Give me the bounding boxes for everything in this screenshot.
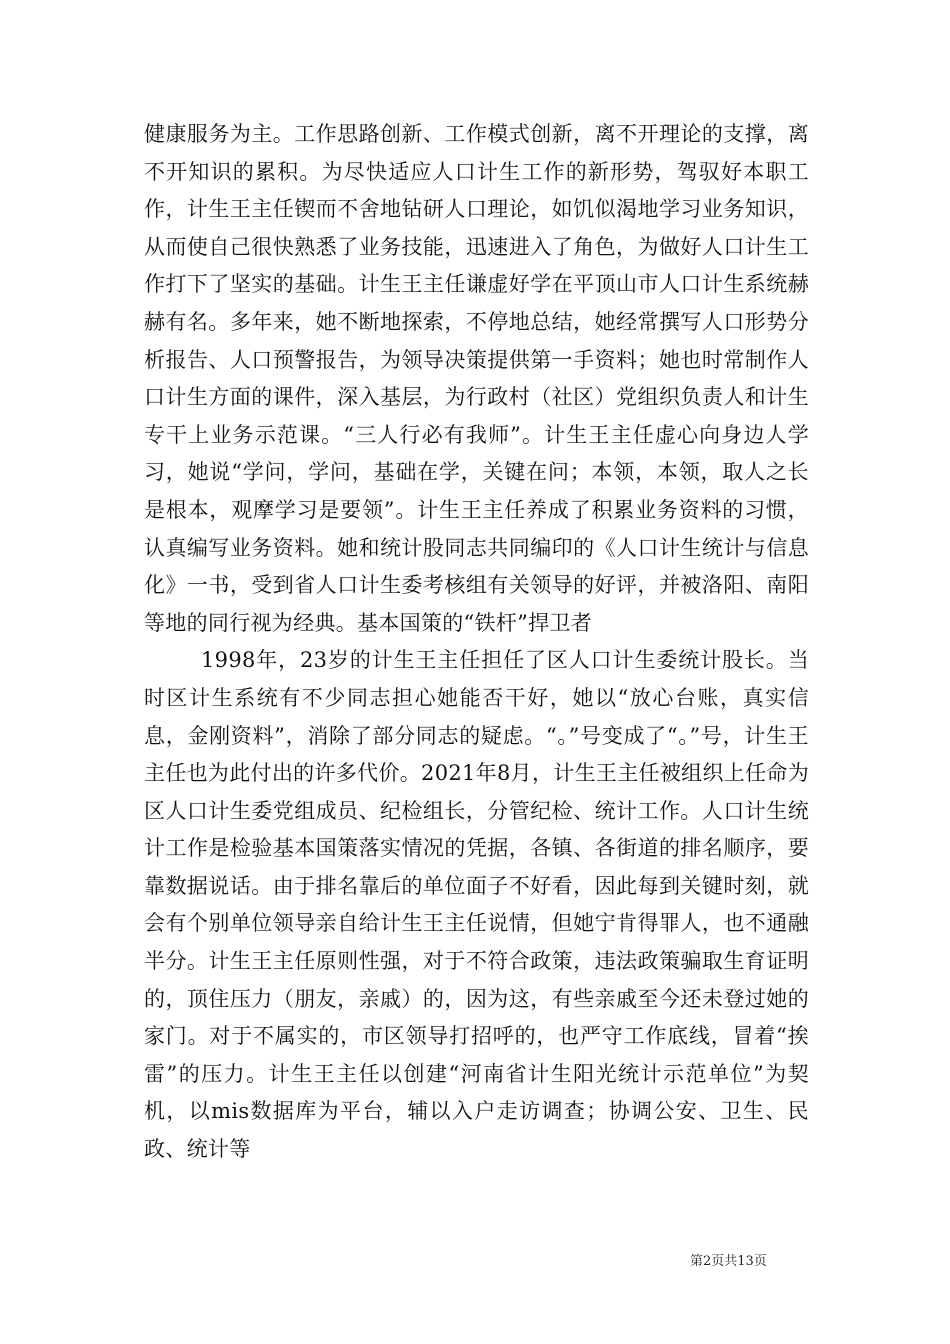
paragraph-1: 健康服务为主。工作思路创新、工作模式创新，离不开理论的支撑，离不开知识的累积。为尽快适应人口计生工作的新形势，驾驭好本职工作，计生王主任锲而不舍地钻研人口理论，如饥似渴地学习业务知识，从而使自己很快熟悉了业务技能，迅速进入了角色，为做好人口计生工作打下了坚实的基础。计生王主任谦虚好学在平顶山市人口计生系统赫赫有名。多年来，她不断地探索，不停地总结，她经常撰写人口形势分析报告、人口预警报告，为领导决策提供第一手资料；她也时常制作人口计生方面的课件，深入基层，为行政村（社区）党组织负责人和计生专干上业务示范课。“三人行必有我师”。计生王主任虚心向身边人学习，她说“学问，学问，基础在学，关键在问；本领，本领，取人之长是根本，观摩学习是要领”。计生王主任养成了积累业务资料的习惯，认真编写业务资料。她和统计股同志共同编印的《人口计生统计与信息化》一书，受到省人口计生委考核组有关领导的好评，并被洛阳、南阳等地的同行视为经典。基本国策的“铁杆”捍卫者 (144, 122, 809, 635)
paragraph-2: 1998年，23岁的计生王主任担任了区人口计生委统计股长。当时区计生系统有不少同志担心她能否干好，她以“放心台账，真实信息，金刚资料”，消除了部分同志的疑虑。“。”号变成了“。”号，计生王主任也为此付出的许多代价。2021年8月，计生王主任被组织上任命为区人口计生委党组成员、纪检组长，分管纪检、统计工作。人口计生统计工作是检验基本国策落实情况的凭据，各镇、各街道的排名顺序，要靠数据说话。由于排名靠后的单位面子不好看，因此每到关键时刻，就会有个别单位领导亲自给计生王主任说情，但她宁肯得罪人，也不通融半分。计生王主任原则性强，对于不符合政策，违法政策骗取生育证明的，顶住压力（朋友，亲戚）的，因为这，有些亲戚至今还未登过她的家门。对于不属实的，市区领导打招呼的，也严守工作底线，冒着“挨雷”的压力。计生王主任以创建“河南省计生阳光统计示范单位”为契机，以mis数据库为平台，辅以入户走访调查；协调公安、卫生、民政、统计等 (144, 648, 809, 1162)
page-number: 第2页共13页 (690, 1254, 767, 1269)
body-text (144, 116, 809, 1169)
